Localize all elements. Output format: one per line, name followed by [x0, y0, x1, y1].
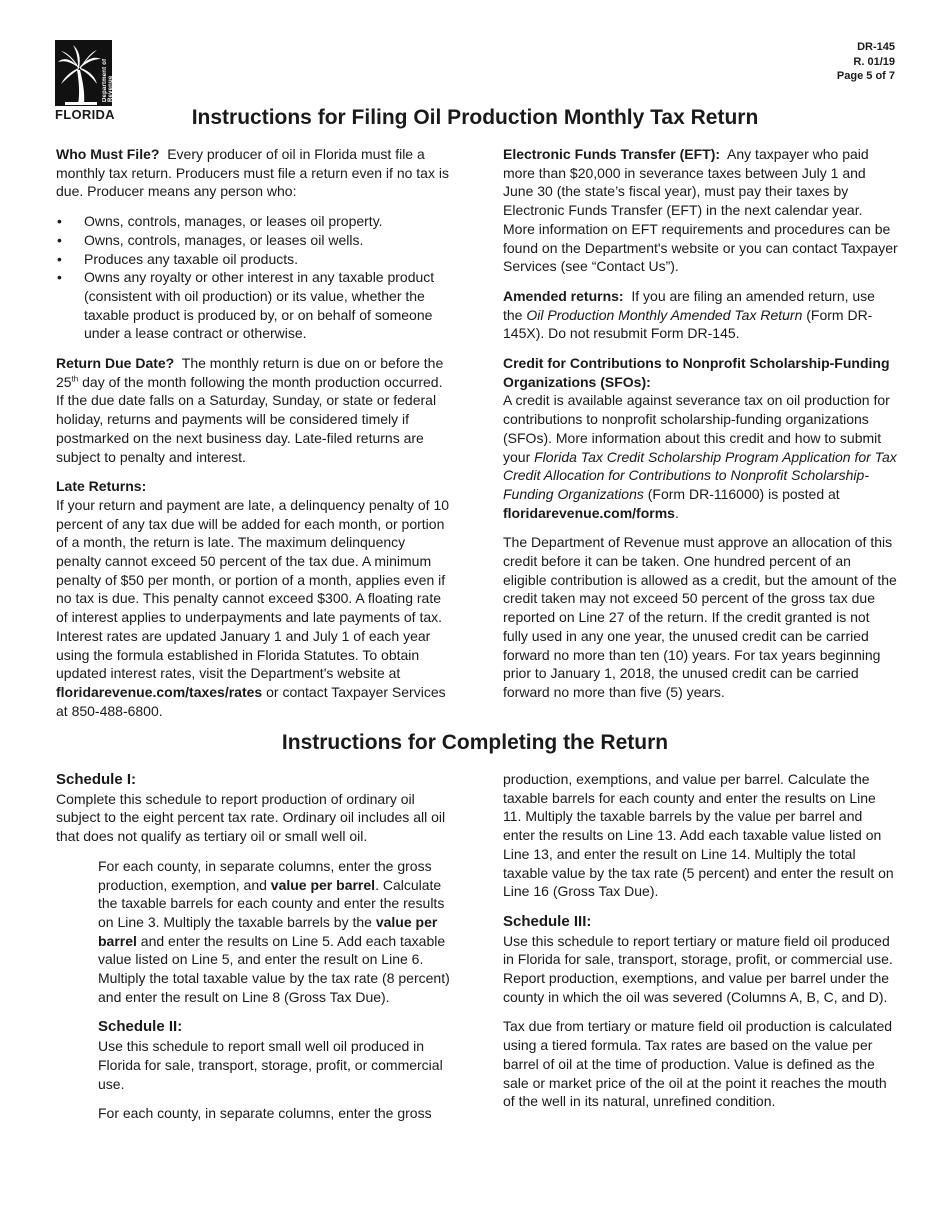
form-revision: R. 01/19 — [853, 55, 895, 68]
eft-text: Any taxpayer who paid more than $20,000 in severance taxes between July 1 and June 30 (the state’s fiscal year), must pay their taxes by Electronic Funds Transfer (EFT) in the next calendar year. More information on EFT requirements and procedures can be found on the Department's website or you can contact Taxpayer Services (see “Contact Us”). — [503, 146, 898, 275]
logo-wordmark: FLORIDA — [55, 107, 115, 122]
late-returns-text: If your return and payment are late, a delinquency penalty of 10 percent of any tax due will be added for each month, or portion of a month, the return is late. The maximum delinquency penalty cannot exceed 50 percent of the tax due. A minimum penalty of $50 per month, or portion of a month, applies even if no tax is due. This penalty cannot exceed $300. A floating rate of interest applies to underpayments and late payments of tax. Interest rates are updated January 1 and July 1 of each year using the formula established in Florida Statutes. To obtain updated interest rates, visit the Department's website at — [56, 496, 450, 682]
who-must-file-text: Every producer of oil in Florida must file a monthly tax return. Producers must file a return even if no tax is due. Producer means any person who: — [56, 146, 449, 200]
logo-side-text: Department of Revenue — [102, 58, 114, 102]
schedule-3-text: Use this schedule to report tertiary or mature field oil produced in Florida for sale, transport, storage, profit, or commercial use. Report production, exemptions, and value per barrel under the county in which the oil was severed (Columns A, B, C, and D). — [503, 932, 893, 1005]
sfo-text-a: A credit is available against severance tax on oil production for contributions to nonprofit scholarship-funding organizations (SFOs). More information about this credit and how to submit your — [503, 392, 890, 465]
forms-link[interactable]: floridarevenue.com/forms — [503, 504, 675, 521]
amended-heading: Amended returns: — [503, 287, 624, 304]
schedule-3-heading: Schedule III: — [503, 912, 592, 930]
return-due-heading: Return Due Date? — [56, 355, 175, 372]
schedule-1-instr-a: For each county, in separate columns, enter the gross production, exemption, and — [98, 857, 432, 893]
amended-returns — [503, 287, 898, 343]
schedule-1 — [56, 770, 451, 846]
schedule-1-text: Complete this schedule to report production of ordinary oil subject to the eight percent tax rate. Ordinary oil includes all oil that does not qualify as tertiary oil or small well oil. — [56, 790, 446, 845]
sfo-text-b: (Form DR-116000) is posted at — [643, 485, 840, 502]
schedule-2-text: Use this schedule to report small well oil produced in Florida for sale, transport, storage, profit, or commercial use. — [98, 1038, 443, 1092]
late-returns-text-end: or contact Taxpayer Services at 850-488-6800. — [56, 683, 446, 719]
list-item: • Produces any taxable oil products. — [56, 250, 451, 269]
who-must-file-heading: Who Must File? — [56, 146, 160, 162]
who-must-file — [56, 145, 451, 201]
schedule-1-heading: Schedule I: — [56, 771, 137, 788]
sfo-paragraph-2: The Department of Revenue must approve an allocation of this credit before it can be taken. One hundred percent of an eligible contribution is allowed as a credit, but the amount of the credit taken may not exceed 50 percent of the gross tax due reported on Line 27 of the return. If the credit granted is not fully used in any one year, the unused credit can be carried forward no more than ten (10) years. For tax years beginning prior to January 1, 2018, the unused credit can be carried forward no more than five (5) years. — [503, 534, 897, 700]
schedule-1-instructions — [98, 857, 451, 1007]
return-due-text-a: The monthly return is due on or before the 25 — [56, 355, 444, 390]
sfo-section — [503, 354, 898, 522]
left-column-top — [56, 145, 451, 731]
return-due-date — [56, 354, 451, 466]
sfo-text-end: . — [674, 504, 679, 521]
amended-form-name: Oil Production Monthly Amended Tax Return — [526, 306, 803, 323]
return-due-text-b: day of the month following the month production occurred. If the due date falls on a Saturday, Sunday, or state or federal holiday, returns and payments will be considered timely if postmarked on the next business day. Late-filed returns are subject to penalty and interest. — [56, 373, 443, 465]
schedule-2-instructions-start: For each county, in separate columns, enter the gross — [98, 1105, 432, 1122]
schedule-3-tiered: Tax due from tertiary or mature field oil production is calculated using a tiered formula. Tax rates are based on the value per barrel of oil at the time of production. Value is defined as the sale or market price of the oil at the point it reaches the mouth of the well in its natural, unrefined condition. — [503, 1018, 893, 1110]
amended-text-a: If you are filing an amended return, use the — [503, 287, 875, 323]
sfo-heading: Credit for Contributions to Nonprofit Scholarship-Funding Organizations (SFOs): — [503, 355, 890, 390]
sfo-form-name: Florida Tax Credit Scholarship Program Application for Tax Credit Allocation for Contributions to Nonprofit Scholarship-Funding Organizations — [503, 448, 897, 502]
page-title: Instructions for Filing Oil Production Monthly Tax Return — [191, 106, 759, 129]
schedule-2-instructions-cont: production, exemptions, and value per barrel. Calculate the taxable barrels for each county and enter the results on Line 11. Multiply the taxable barrels by the value per barrel and enter the results on Line 13. Add each taxable value listed on Line 13, and enter the result on Line 14. Multiply the total taxable value by the tax rate (5 percent) and enter the result on Line 16 (Gross Tax Due). — [503, 771, 894, 900]
palm-tree-icon — [55, 40, 112, 106]
schedule-2-heading: Schedule II: — [98, 1018, 183, 1036]
amended-text-b: (Form DR-145X). Do not resubmit Form DR-145. — [503, 306, 873, 342]
schedule-1-instr-c: and enter the results on Line 5. Add each taxable value listed on Line 5, and enter the result on Line 6. Multiply the total taxable value by the tax rate (8 percent) and enter the result on Line 8 (Gross Tax Due). — [98, 932, 450, 1005]
section-title: Instructions for Completing the Return — [281, 731, 669, 754]
schedule-1-instr-b: . Calculate the taxable barrels for each county and enter the results on Line 3. Multiply the taxable barrels by the — [98, 876, 445, 930]
interest-rates-link[interactable]: floridarevenue.com/taxes/rates — [56, 683, 263, 700]
schedule-1-indented — [56, 857, 451, 1123]
producer-list — [56, 212, 451, 343]
list-item: • Owns any royalty or other interest in any taxable product (consistent with oil production) or its value, whether the taxable product is produced by, or on behalf of someone under a lease contract or otherwise. — [56, 268, 451, 343]
right-column-top — [503, 145, 898, 713]
schedule-2 — [98, 1017, 451, 1093]
value-per-barrel-bold: value per barrel — [98, 913, 438, 949]
right-column-bottom — [503, 770, 898, 1122]
left-column-bottom — [56, 770, 451, 1134]
ordinal-suffix: th — [71, 374, 79, 384]
form-number: DR-145 — [857, 41, 895, 53]
eft-heading: Electronic Funds Transfer (EFT): — [503, 146, 721, 162]
form-identifier — [837, 40, 895, 84]
list-item: • Owns, controls, manages, or leases oil property. — [56, 212, 451, 231]
page-number: Page 5 of 7 — [836, 70, 895, 82]
late-returns — [56, 477, 451, 720]
list-item: • Owns, controls, manages, or leases oil wells. — [56, 231, 451, 250]
late-returns-heading: Late Returns: — [56, 478, 147, 495]
value-per-barrel-bold: value per barrel — [270, 876, 376, 893]
schedule-3 — [503, 912, 898, 1007]
eft-section — [503, 145, 898, 276]
